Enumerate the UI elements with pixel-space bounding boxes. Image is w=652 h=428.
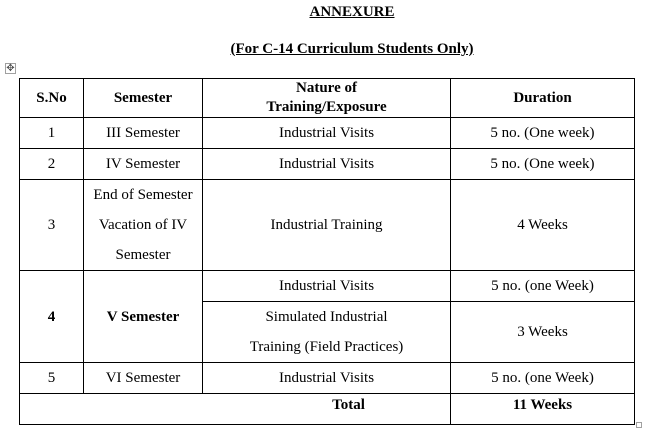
annexure-table: [19, 78, 635, 425]
cell-duration: 5 no. (One week): [451, 118, 635, 149]
table-header-row: [20, 79, 635, 118]
header-nature-line1: Nature of: [296, 80, 357, 96]
cell-semester-line: End of Semester: [93, 187, 193, 203]
document-subtitle: (For C-14 Curriculum Students Only): [230, 41, 474, 57]
cell-sno: 2: [20, 149, 84, 180]
cell-duration: 5 no. (one Week): [451, 271, 635, 302]
cell-duration: 3 Weeks: [451, 302, 635, 363]
cell-sno: 4: [20, 271, 84, 363]
cell-nature-line: Training (Field Practices): [249, 339, 404, 355]
cell-nature-line: Simulated Industrial: [265, 309, 388, 325]
resize-icon[interactable]: [636, 422, 642, 428]
cell-semester: V Semester: [84, 271, 203, 363]
cell-semester: VI Semester: [84, 363, 203, 394]
table-row: [20, 363, 635, 394]
cell-sno: 3: [20, 180, 84, 271]
table-row: [20, 149, 635, 180]
cell-duration: 4 Weeks: [451, 180, 635, 271]
cell-sno: 1: [20, 118, 84, 149]
cell-sno: 5: [20, 363, 84, 394]
cell-nature: Industrial Visits: [203, 271, 451, 302]
cell-semester: III Semester: [84, 118, 203, 149]
cell-nature: Industrial Training: [203, 180, 451, 271]
table-row: [20, 118, 635, 149]
table-total-row: [20, 394, 635, 425]
header-nature-line2: Training/Exposure: [266, 99, 387, 115]
cell-nature: [203, 302, 451, 363]
document-title: ANNEXURE: [309, 4, 395, 20]
header-semester: Semester: [84, 79, 203, 118]
header-nature: [203, 79, 451, 118]
total-value: 11 Weeks: [451, 394, 635, 425]
cell-nature: Industrial Visits: [203, 118, 451, 149]
cell-semester-line: Semester: [115, 247, 171, 263]
cell-semester: [84, 180, 203, 271]
header-duration: Duration: [451, 79, 635, 118]
cell-semester: IV Semester: [84, 149, 203, 180]
cell-nature: Industrial Visits: [203, 363, 451, 394]
cell-duration: 5 no. (one Week): [451, 363, 635, 394]
total-label: Total: [20, 394, 451, 425]
header-sno: S.No: [20, 79, 84, 118]
cell-nature: Industrial Visits: [203, 149, 451, 180]
table-row: [20, 180, 635, 271]
cell-semester-line: Vacation of IV: [98, 217, 188, 233]
move-icon[interactable]: ✥: [6, 63, 15, 74]
table-row: [20, 271, 635, 302]
cell-duration: 5 no. (One week): [451, 149, 635, 180]
